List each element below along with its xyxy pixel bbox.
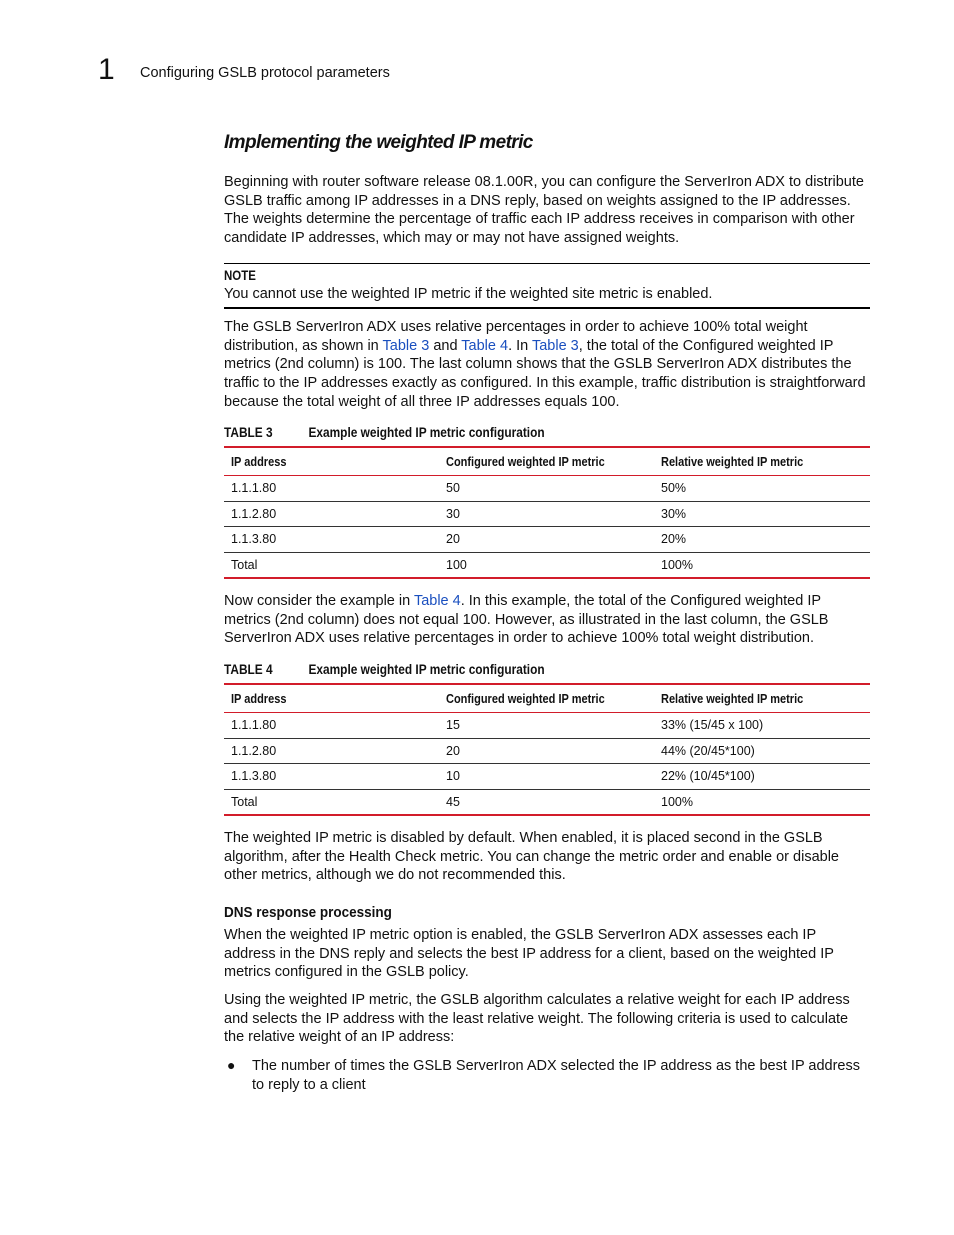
table-cell: 15: [439, 713, 654, 739]
column-header-text: Relative weighted IP metric: [661, 691, 804, 706]
table-label: TABLE 4: [224, 662, 273, 677]
column-header-text: Configured weighted IP metric: [446, 691, 605, 706]
bullet-icon: ●: [227, 1057, 236, 1073]
table-3-link[interactable]: Table 3: [382, 337, 430, 354]
table-cell: 50%: [654, 476, 870, 502]
table-row: [224, 738, 870, 764]
column-header-text: Relative weighted IP metric: [661, 454, 804, 469]
table-cell: 45: [439, 789, 654, 815]
text-run: . In this example, the total of the Configured weighted IP metrics (2nd column) does not equal 100. However, as illustrated in the last column, the GSLB ServerIron ADX uses relative percentages in order to achieve 100% total weight distribution.: [224, 593, 829, 647]
paragraph-dns-response: When the weighted IP metric option is enabled, the GSLB ServerIron ADX assesses each IP address in the DNS reply and selects the best IP address for a client, based on the weighted IP metrics configured in the GSLB policy.: [224, 927, 834, 981]
table-row: [224, 764, 870, 790]
column-header-text: Configured weighted IP metric: [446, 454, 605, 469]
table-cell: 50: [439, 476, 654, 502]
table-cell: 1.1.2.80: [224, 738, 439, 764]
table-3-link[interactable]: Table 3: [531, 337, 579, 354]
table-cell: 20: [439, 527, 654, 553]
text-run: , the total of the Configured weighted IP metrics (2nd column) is 100. The last column shows that the GSLB ServerIron ADX distributes the traffic to the IP addresses exactly as configured. In this example, traffic distribution is straightforward because the total weight of all three IP addresses equals 100.: [224, 337, 866, 410]
paragraph-example: [224, 592, 870, 648]
table-cell: 1.1.3.80: [224, 527, 439, 553]
table-row-total: [224, 789, 870, 815]
table-cell: 30%: [654, 501, 870, 527]
table-cell: 22% (10/45*100): [654, 764, 870, 790]
column-header-text: IP address: [231, 454, 287, 469]
subsection-title: DNS response processing: [224, 905, 392, 921]
table-cell: Total: [224, 552, 439, 578]
column-header: [224, 684, 439, 713]
table-4: [224, 683, 870, 816]
note-label: NOTE: [224, 268, 256, 283]
table-cell: 44% (20/45*100): [654, 738, 870, 764]
intro-paragraph: Beginning with router software release 08.1.00R, you can configure the ServerIron ADX to distribute GSLB traffic among IP addresses in a DNS reply, based on weights assigned to the IP addresses. The weights determine the percentage of traffic each IP address receives in comparison with other candidate IP addresses, which may or may not have assigned weights.: [224, 174, 864, 247]
table-cell: 10: [439, 764, 654, 790]
table-label: TABLE 3: [224, 425, 273, 440]
table-cell: 20: [439, 738, 654, 764]
note-box: [224, 263, 870, 309]
column-header: [439, 684, 654, 713]
chapter-number: 1: [98, 53, 115, 86]
column-header: [654, 684, 870, 713]
table-caption-text: Example weighted IP metric configuration: [308, 662, 545, 677]
table-cell: 1.1.3.80: [224, 764, 439, 790]
section-title: Implementing the weighted IP metric: [224, 132, 533, 153]
table-cell: 100%: [654, 789, 870, 815]
column-header: [224, 447, 439, 476]
table-4-caption: [224, 662, 545, 677]
column-header: [654, 447, 870, 476]
bullet-text: The number of times the GSLB ServerIron ADX selected the IP address as the best IP address to reply to a client: [252, 1058, 860, 1093]
table-4-link[interactable]: Table 4: [461, 337, 509, 354]
table-caption-text: Example weighted IP metric configuration: [308, 425, 545, 440]
table-3: [224, 446, 870, 579]
table-cell: 1.1.1.80: [224, 713, 439, 739]
table-3-caption: [224, 425, 545, 440]
text-run: Now consider the example in: [224, 593, 414, 609]
note-text: You cannot use the weighted IP metric if the weighted site metric is enabled.: [224, 286, 713, 302]
table-4-link[interactable]: Table 4: [413, 593, 461, 609]
table-row: [224, 476, 870, 502]
table-cell: 100%: [654, 552, 870, 578]
column-header-text: IP address: [231, 691, 287, 706]
table-cell: 30: [439, 501, 654, 527]
paragraph-default: The weighted IP metric is disabled by default. When enabled, it is placed second in the GSLB algorithm, after the Health Check metric. You can change the metric order and enable or disable other metrics, although we do not recommended this.: [224, 830, 839, 884]
table-row: [224, 527, 870, 553]
text-run: . In: [508, 337, 532, 354]
chapter-title: Configuring GSLB protocol parameters: [140, 65, 390, 81]
paragraph-algorithm: Using the weighted IP metric, the GSLB algorithm calculates a relative weight for each IP address and selects the IP address with the least relative weight. The following criteria is used to calculate the relative weight of an IP address:: [224, 992, 850, 1046]
table-cell: Total: [224, 789, 439, 815]
table-cell: 1.1.2.80: [224, 501, 439, 527]
text-run: and: [429, 337, 462, 354]
table-row: [224, 501, 870, 527]
table-cell: 1.1.1.80: [224, 476, 439, 502]
table-cell: 20%: [654, 527, 870, 553]
paragraph-percentages: [224, 318, 870, 412]
column-header: [439, 447, 654, 476]
table-cell: 33% (15/45 x 100): [654, 713, 870, 739]
table-cell: 100: [439, 552, 654, 578]
table-row-total: [224, 552, 870, 578]
text-run: The GSLB ServerIron ADX uses relative percentages in order to achieve 100% total weight distribution, as shown in: [224, 319, 808, 354]
table-header-row: [224, 684, 870, 713]
table-row: [224, 713, 870, 739]
table-header-row: [224, 447, 870, 476]
